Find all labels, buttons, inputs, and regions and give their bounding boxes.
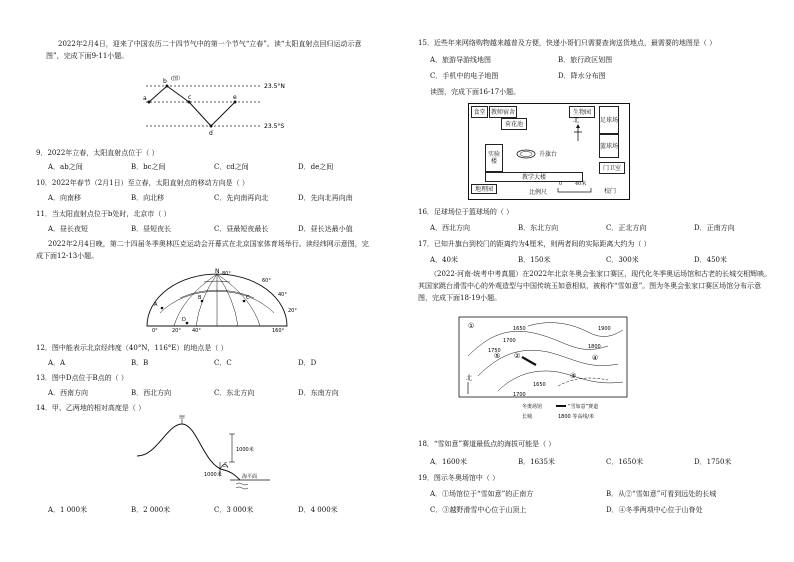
legend-track: “雪如意”赛道 — [568, 404, 599, 410]
contour-map — [458, 316, 628, 434]
q10-option-c[interactable]: C．先向南再向北 — [214, 194, 269, 202]
q11-option-d[interactable]: D．昼长达最小值 — [298, 225, 353, 233]
room-football-field: 足球场 — [599, 106, 619, 134]
svg-text:40°: 40° — [192, 328, 201, 334]
q15-option-c[interactable]: C．手机中的电子地图 — [430, 72, 499, 80]
intro-9-11: 2022年2月4日，迎来了中国农历二十四节气中的第一个节气“立春”。读“太阳直射点回归运动示意图”，完成下面9-11小题。 — [46, 40, 362, 60]
flag-platform-label: 升旗台 — [539, 151, 558, 158]
point-B: B — [198, 295, 202, 301]
q17-option-a[interactable]: A．40米 — [430, 256, 458, 264]
intro-12-13: 2022年2月4日晚，第二十四届冬季奥林匹克运动会开幕式在北京国家体育场举行。读经纬网示意图，完成下面12-13小题。 — [36, 240, 369, 260]
q16-option-b[interactable]: B．东北方向 — [518, 224, 559, 232]
place-jia: 甲 — [179, 415, 186, 422]
q11-option-a[interactable]: A．昼长夜短 — [48, 225, 89, 233]
venue-5: ⑤ — [494, 352, 501, 360]
fig1-note: (图） — [171, 76, 183, 82]
graticule-figure — [132, 268, 302, 334]
venue-2: ② — [514, 352, 521, 360]
map-north-label: 北 — [573, 117, 580, 124]
q12-option-b[interactable]: B．B — [131, 359, 149, 367]
q17-stem: 17．已知升旗台到校门的距离约为4厘米，则两者间的实际距离大约为（ ） — [418, 240, 651, 248]
svg-text:20°: 20° — [288, 308, 297, 314]
scale-forty: 40米 — [575, 181, 587, 187]
q12-option-d[interactable]: D．D — [298, 359, 317, 367]
svg-text:1650: 1650 — [533, 382, 546, 388]
svg-text:1700: 1700 — [513, 392, 526, 398]
venue-3: ③ — [570, 372, 577, 380]
q15-option-d[interactable]: D．降水分布图 — [558, 72, 606, 80]
q13-option-b[interactable]: B．西北方向 — [131, 389, 172, 397]
svg-text:1750: 1750 — [488, 348, 501, 354]
venue-1: ① — [468, 322, 475, 330]
q14-option-c[interactable]: C．3 000米 — [214, 506, 254, 514]
point-e: e — [233, 94, 237, 101]
elevation-profile-figure — [132, 414, 292, 498]
intro-16-17: 读图，完成下面16-17小题。 — [430, 88, 521, 96]
q12-stem: 12．图中能表示北京经纬度（40°N，116°E）的地点是（ ） — [36, 344, 228, 352]
tropic-south-label: 23.5°S — [264, 123, 285, 130]
point-D: D — [182, 317, 186, 323]
q14-stem: 14．甲、乙两地的相对高度是（ ） — [36, 404, 146, 412]
room-canteen: 食堂 — [471, 106, 488, 118]
q9-option-c[interactable]: C．cd之间 — [214, 163, 249, 171]
point-A: A — [154, 302, 158, 308]
q18-option-d[interactable]: D．1750米 — [694, 458, 732, 466]
svg-text:0°: 0° — [152, 328, 158, 334]
q16-stem: 16．足球场位于篮球场的（ ） — [418, 208, 514, 216]
q12-option-c[interactable]: C．C — [214, 359, 232, 367]
svg-text:1650: 1650 — [513, 326, 526, 332]
svg-text:1000米: 1000米 — [236, 447, 254, 453]
q18-option-c[interactable]: C．1650米 — [606, 458, 644, 466]
room-basketball-court: 篮球场 — [599, 134, 619, 158]
scale-zero: 0 — [559, 181, 563, 187]
svg-text:1900: 1900 — [598, 326, 611, 332]
legend-venue: 冬奥场馆 — [522, 404, 543, 410]
sun-path-figure — [141, 72, 301, 140]
point-C: C — [246, 295, 250, 301]
q18-stem: 18．“雪如意”赛道最低点的海拔可能是（ ） — [418, 440, 556, 448]
q10-option-b[interactable]: B．向北移 — [131, 194, 165, 202]
room-geo-garden: 地理园 — [471, 184, 497, 194]
point-c: c — [188, 94, 192, 101]
q11-option-c[interactable]: C．昼最短夜最长 — [214, 225, 269, 233]
north-pole-label: N — [215, 268, 220, 275]
q11-stem: 11．当太阳直射点位于b处时，北京市（ ） — [36, 210, 171, 218]
svg-text:1000米: 1000米 — [204, 472, 222, 478]
point-d: d — [209, 130, 213, 137]
q19-option-b[interactable]: B．从②“雪如意”可看到远处的长城 — [606, 490, 717, 498]
point-b: b — [163, 78, 167, 85]
q12-option-a[interactable]: A．A — [48, 359, 66, 367]
q14-option-a[interactable]: A．1 000米 — [48, 506, 88, 514]
q9-option-b[interactable]: B．bc之间 — [131, 163, 166, 171]
q13-option-d[interactable]: D．东南方向 — [298, 389, 339, 397]
svg-text:60°: 60° — [262, 278, 271, 284]
q19-option-a[interactable]: A．①场馆位于“雪如意”的正南方 — [430, 490, 534, 498]
svg-text:1700: 1700 — [503, 338, 516, 344]
q13-option-c[interactable]: C．东北方向 — [214, 389, 255, 397]
svg-text:40°: 40° — [278, 292, 287, 298]
q17-option-c[interactable]: C．300米 — [606, 256, 639, 264]
q10-option-a[interactable]: A．向南移 — [48, 194, 82, 202]
point-a: a — [143, 95, 147, 102]
q18-option-b[interactable]: B．1635米 — [518, 458, 555, 466]
room-lotus-pond: 荷花池 — [501, 118, 527, 130]
q13-stem: 13．图中D点位于B点的（ ） — [36, 374, 128, 382]
room-guard: 门卫室 — [599, 162, 625, 174]
q19-stem: 19．图示冬奥场馆中（ ） — [418, 474, 500, 482]
contour-north-label: 北 — [466, 375, 473, 382]
room-teacher-dorm: 教师宿舍 — [489, 106, 517, 118]
q9-option-a[interactable]: A．ab之间 — [48, 163, 83, 171]
q16-option-a[interactable]: A．西北方向 — [430, 224, 471, 232]
scale-label: 比例尺 — [529, 189, 548, 196]
tropic-north-label: 23.5°N — [264, 83, 285, 90]
q13-option-a[interactable]: A．西南方向 — [48, 389, 89, 397]
q16-option-c[interactable]: C．正北方向 — [606, 224, 647, 232]
intro-18-19: （2022·河南·统考中考真题）在2022年北京冬奥会张家口赛区，现代化冬季奥运场馆和古老的长城交相辉映。其国家跳台滑雪中心的外观造型与中国传统玉如意相似，被称作“雪如意”。图为冬奥会张家口赛区场馆分布示意图，完成下面18-19小题。 — [418, 270, 772, 302]
room-bio-garden: 生物园 — [569, 106, 595, 118]
svg-text:1800: 1800 — [588, 344, 601, 350]
q10-stem: 10．2022年春节（2月1日）至立春，太阳直射点的移动方向是（ ） — [36, 179, 249, 187]
q9-option-d[interactable]: D．de之间 — [298, 163, 334, 171]
q15-option-a[interactable]: A．旅游导游线地图 — [430, 56, 492, 64]
legend-great-wall: 长城 — [522, 414, 533, 420]
svg-text:20°: 20° — [172, 328, 181, 334]
venue-4: ④ — [592, 354, 599, 362]
q14-option-d[interactable]: D．4 000米 — [298, 506, 338, 514]
school-map — [468, 103, 630, 200]
north-arrow-icon — [573, 124, 583, 142]
gate-label: 校门 — [604, 188, 617, 195]
q17-option-d[interactable]: D．450米 — [694, 256, 727, 264]
svg-text:160°: 160° — [272, 328, 285, 334]
svg-text:80°: 80° — [222, 271, 231, 277]
q19-option-d[interactable]: D．④冬季两项中心位于山脊处 — [606, 506, 703, 514]
q11-option-b[interactable]: B．昼短夜长 — [131, 225, 172, 233]
q10-option-d[interactable]: D．先向北再向南 — [298, 194, 353, 202]
sea-level-label: 海平面 — [242, 474, 258, 480]
legend-contour: 1800 等高线/米 — [558, 414, 594, 420]
q16-option-d[interactable]: D．正南方向 — [694, 224, 735, 232]
q14-option-b[interactable]: B．2 000米 — [131, 506, 171, 514]
q15-option-b[interactable]: B．旅行政区划图 — [558, 56, 613, 64]
place-yi: 乙 — [222, 462, 229, 469]
room-teaching-building: 教学大楼 — [485, 172, 583, 182]
q9-stem: 9．2022年立春，太阳直射点位于（ ） — [36, 149, 159, 157]
q18-option-a[interactable]: A．1600米 — [430, 458, 467, 466]
q19-option-c[interactable]: C．③越野滑雪中心位于山顶上 — [430, 506, 527, 514]
q15-stem: 15．近些年来网络购物越来越普及方便，快递小哥们只需要查询送货地点，最需要的地图是（ ） — [418, 39, 717, 47]
room-lab-building: 实验楼 — [485, 144, 503, 172]
q17-option-b[interactable]: B．150米 — [518, 256, 551, 264]
